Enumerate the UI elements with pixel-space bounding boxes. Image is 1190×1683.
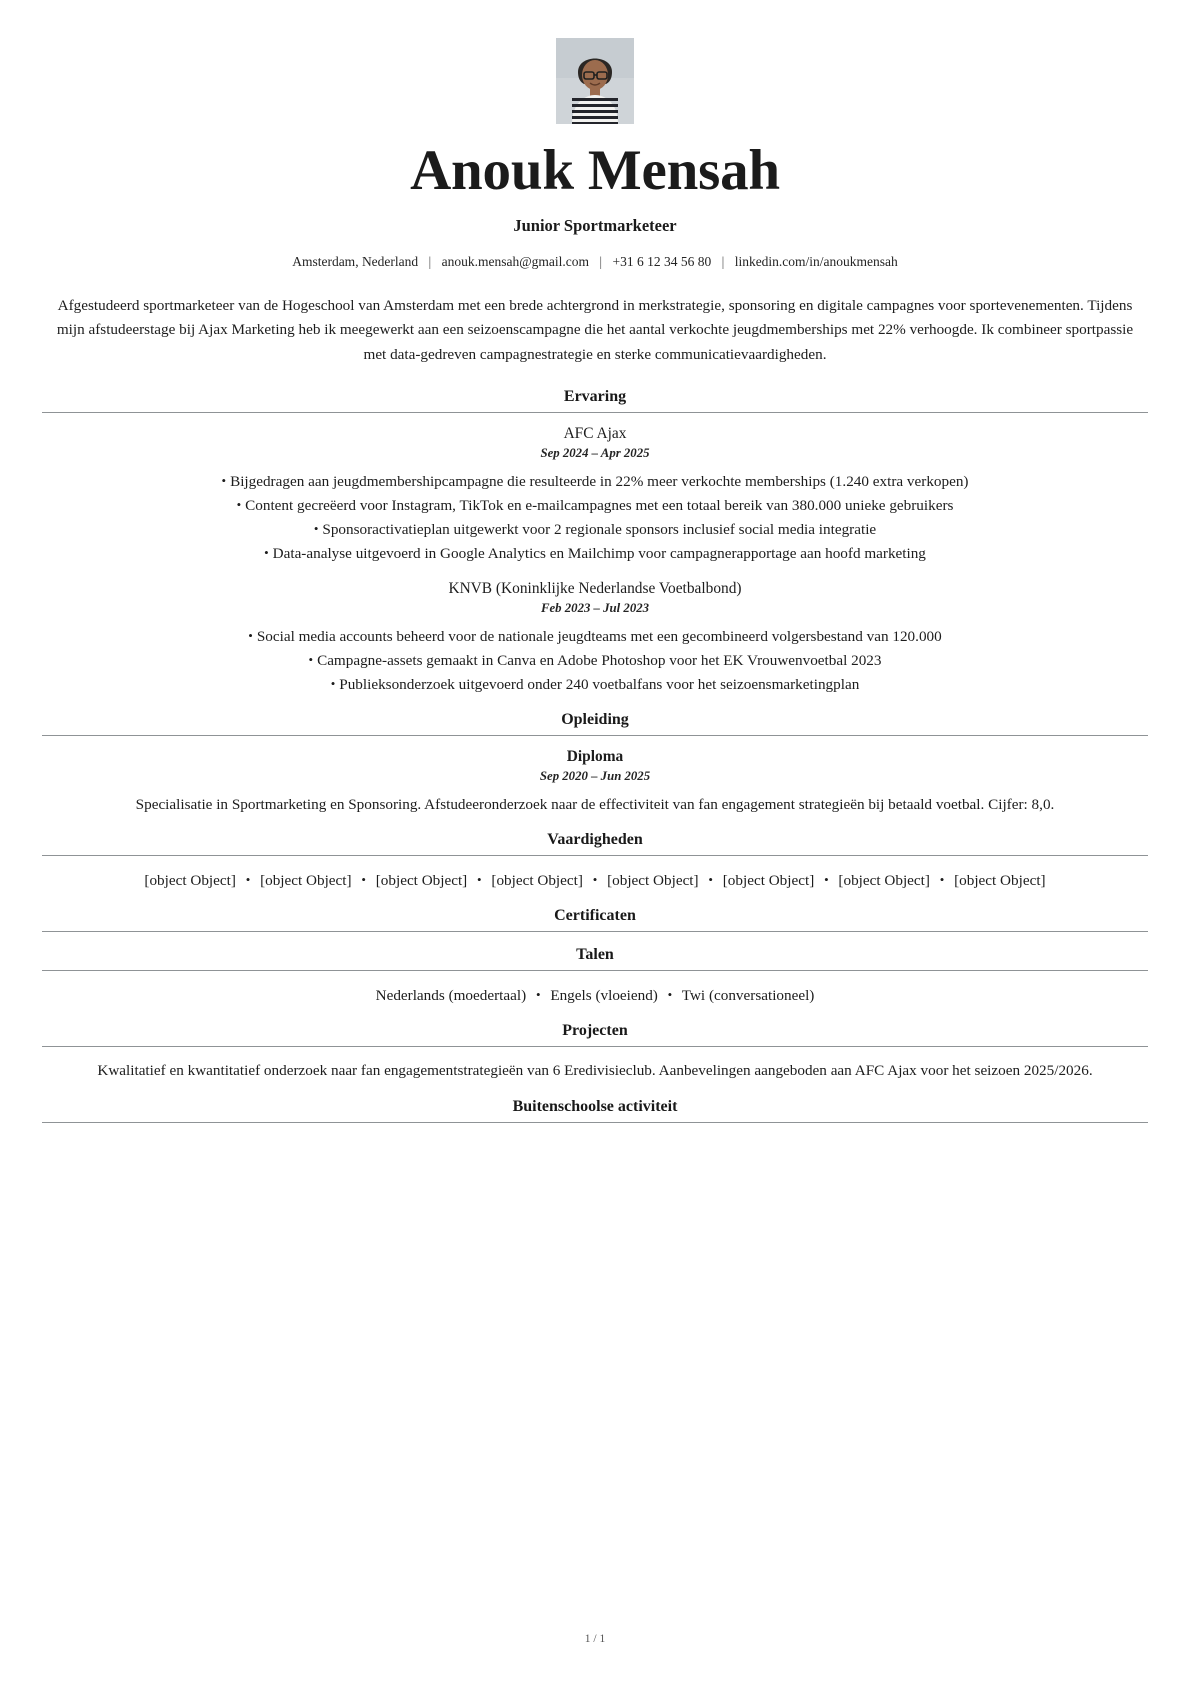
contact-phone[interactable]: +31 6 12 34 56 80 [612,253,712,269]
skill-item: [object Object] [260,872,352,890]
section-divider [42,735,1148,736]
section-education [42,711,1148,817]
bullet-text: Sponsoractivatieplan uitgewerkt voor 2 regionale sponsors inclusief social media integratie [322,520,877,538]
skill-item: [object Object] [954,872,1046,890]
languages-inline-list [42,983,1148,1008]
experience-organization: KNVB (Koninklijke Nederlandse Voetbalbond) [448,579,742,597]
bullet-text: Bijgedragen aan jeugdmembershipcampagne die resulteerde in 22% meer verkochte memberships (1.240 extra verkopen) [230,472,969,490]
section-projects [42,1022,1148,1083]
experience-organization: AFC Ajax [563,424,627,442]
portrait-photo-icon [556,38,634,124]
section-title-projects: Projecten [562,1022,628,1040]
experience-dates: Sep 2024 – Apr 2025 [540,445,650,460]
list-item [42,470,1148,494]
section-certificates [42,907,1148,932]
section-experience [42,388,1148,697]
bullet-icon: • [236,496,242,512]
education-description: Specialisatie in Sportmarketing en Sponsoring. Afstudeeronderzoek naar de effectiviteit van fan engagement strategieën bij betaald voetbal. Cijfer: 8,0. [135,795,1055,813]
section-title-skills: Vaardigheden [547,831,643,849]
bullet-icon: • [245,872,251,888]
section-divider [42,931,1148,932]
skills-list [42,858,1148,893]
skill-item: [object Object] [838,872,930,890]
contact-separator: | [428,253,432,269]
experience-bullets [42,470,1148,566]
profile-summary: Afgestudeerd sportmarketeer van de Hogeschool van Amsterdam met een brede achtergrond in merkstrategie, sponsoring en digitale campagnes voor sportevenementen. Tijdens mijn afstudeerstage bij Ajax Marketing heb ik meegewerkt aan een seizoenscampagne die het aantal verkochte jeugdmemberships met 22% verhoogde. Ik combineer sportpassie met data-gedreven campagnestrategie en sterke communicatievaardigheden. [56,296,1134,364]
section-extracurricular [42,1098,1148,1123]
section-title-education: Opleiding [561,710,629,728]
skill-item: [object Object] [491,872,583,890]
language-item: Engels (vloeiend) [550,987,658,1005]
bullet-icon: • [939,872,945,888]
list-item [42,625,1148,649]
language-item: Nederlands (moedertaal) [375,987,527,1005]
bullet-icon: • [221,472,227,488]
bullet-icon: • [592,872,598,888]
bullet-text: Content gecreëerd voor Instagram, TikTok en e-mailcampagnes met een totaal bereik van 380.000 unieke gebruikers [245,496,954,514]
section-title-extracurricular: Buitenschoolse activiteit [512,1097,678,1115]
section-title-languages: Talen [576,946,614,964]
section-divider [42,855,1148,856]
avatar-wrap [42,38,1148,124]
avatar [556,38,634,124]
project-description: Kwalitatief en kwantitatief onderzoek naar fan engagementstrategieën van 6 Eredivisieclub. Aanbevelingen aangeboden aan AFC Ajax voor het seizoen 2025/2026. [97,1062,1093,1080]
bullet-icon: • [667,987,673,1003]
bullet-icon: • [535,987,541,1003]
bullet-icon: • [361,872,366,888]
experience-entry [42,425,1148,566]
section-skills [42,831,1148,893]
experience-entries [42,415,1148,697]
education-entry [42,748,1148,817]
contact-separator: | [721,253,725,269]
section-divider [42,970,1148,971]
job-headline: Junior Sportmarketeer [513,215,677,235]
contact-location: Amsterdam, Nederland [292,253,419,269]
bullet-icon: • [330,675,336,691]
page-number: 1 / 1 [584,1633,606,1645]
section-divider [42,412,1148,413]
skill-item: [object Object] [607,872,699,890]
experience-entry [42,580,1148,697]
education-dates: Sep 2020 – Jun 2025 [539,768,651,783]
bullet-icon: • [477,872,482,888]
section-title-experience: Ervaring [563,387,627,405]
bullet-icon: • [264,544,269,560]
bullet-icon: • [308,651,314,667]
section-languages [42,946,1148,1008]
bullet-icon: • [313,520,319,536]
experience-bullets [42,625,1148,697]
language-item: Twi (conversationeel) [681,987,815,1005]
list-item [42,542,1148,566]
skill-item: [object Object] [144,872,236,890]
contact-email[interactable]: anouk.mensah@gmail.com [441,253,590,269]
projects-entries [42,1049,1148,1083]
skill-item: [object Object] [375,872,468,890]
bullet-icon: • [248,627,253,643]
list-item [42,649,1148,673]
bullet-text: Social media accounts beheerd voor de nationale jeugdteams met een gecombineerd volgersbestand van 120.000 [256,627,942,645]
contact-line [42,252,1148,272]
contact-separator: | [599,253,603,269]
section-divider [42,1046,1148,1047]
page-title: Anouk Mensah [410,139,780,202]
bullet-icon: • [824,872,829,888]
bullet-text: Data-analyse uitgevoerd in Google Analytics en Mailchimp voor campagnerapportage aan hoofd marketing [272,544,926,562]
section-divider [42,1122,1148,1123]
bullet-icon: • [708,872,713,888]
list-item [42,673,1148,697]
contact-linkedin[interactable]: linkedin.com/in/anoukmensah [734,253,898,269]
education-degree: Diploma [566,747,624,765]
bullet-text: Publieksonderzoek uitgevoerd onder 240 voetbalfans voor het seizoensmarketingplan [339,675,860,693]
experience-dates: Feb 2023 – Jul 2023 [540,600,650,615]
list-item [42,494,1148,518]
languages-list [42,973,1148,1008]
skill-item: [object Object] [722,872,815,890]
bullet-text: Campagne-assets gemaakt in Canva en Adobe Photoshop voor het EK Vrouwenvoetbal 2023 [317,651,882,669]
skills-inline-list [42,868,1148,893]
section-title-certificates: Certificaten [554,907,636,925]
list-item [42,518,1148,542]
education-entries [42,738,1148,817]
